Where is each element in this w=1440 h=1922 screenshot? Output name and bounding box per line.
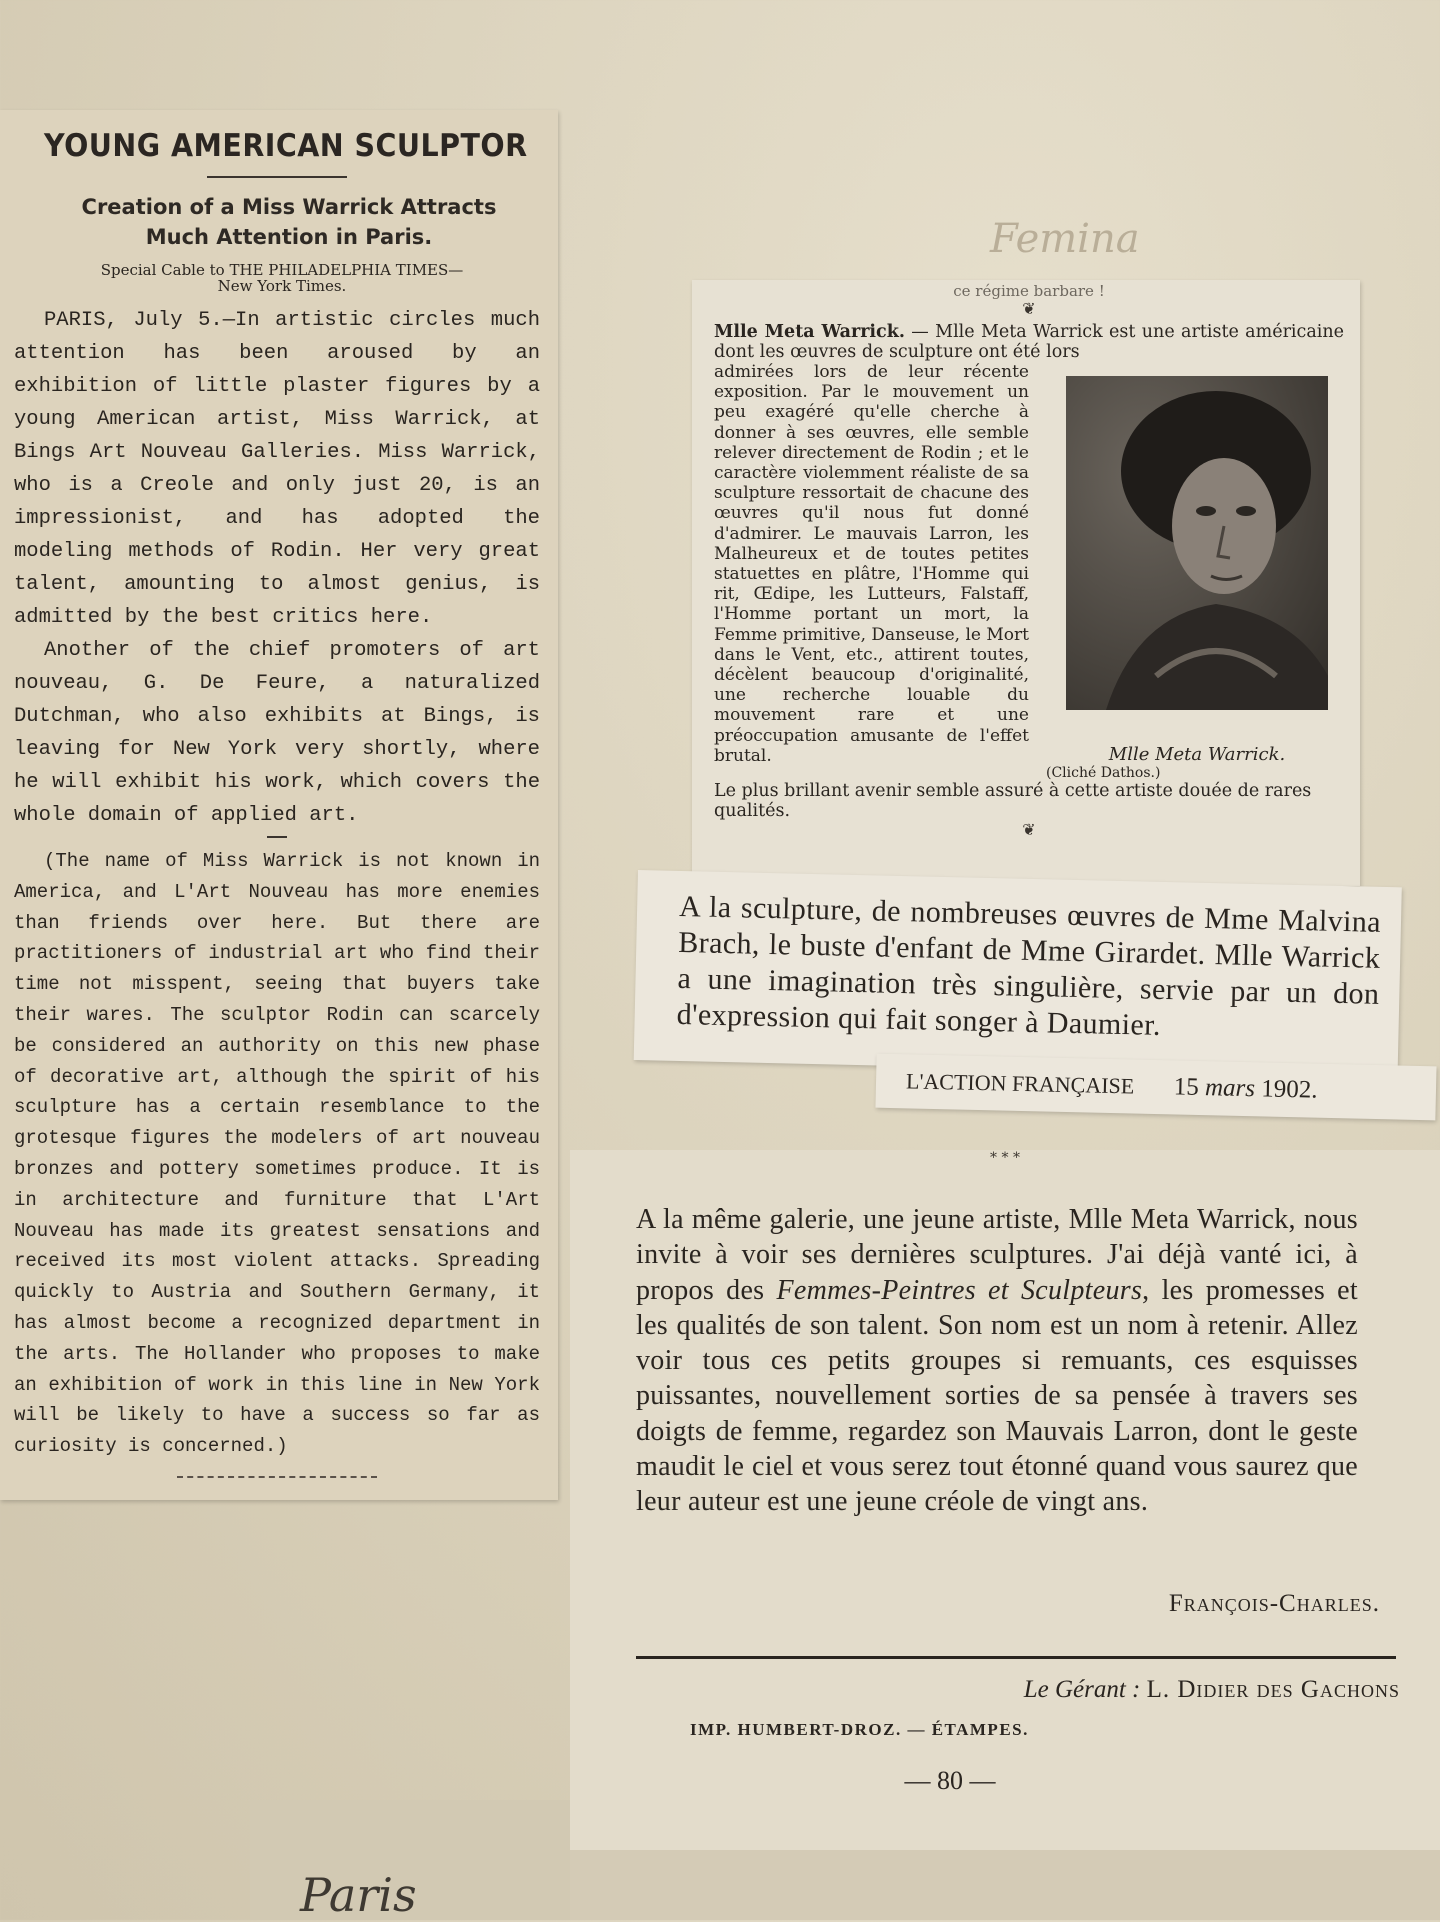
action-text: A la sculpture, de nombreuses œuvres de Mme Malvina Brach, le buste d'enfant de Mme Girardet. Mlle Warrick a une imagination très singulière, servie par un don d'expression qui fait songer à Daumier.: [676, 889, 1382, 1042]
page-number: — 80 —: [904, 1766, 996, 1795]
femina-lead: [714, 322, 1344, 362]
page-rule: [636, 1656, 1396, 1659]
printer-line: IMP. HUMBERT-DROZ. — ÉTAMPES.: [690, 1720, 1029, 1739]
source-name: L'ACTION FRANÇAISE: [905, 1068, 1135, 1099]
handwritten-femina-note: Femina: [990, 216, 1140, 262]
page-lower-area: [570, 1850, 1440, 1920]
ornament-icon: ❦: [1022, 299, 1036, 318]
printed-page-fragment: [570, 1150, 1440, 1920]
review-text: A la même galerie, une jeune artiste, Mlle Meta Warrick, nous invite à voir ses dernières sculptures. J'ai déjà vanté ici, à propos des Femmes-Peintres et Sculpteurs, les promesses et les qualités de son talent. Son nom est un nom à retenir. Allez voir tous ces petits groupes si remuants, ces esquisses puissantes, nouvellement sorties de sa pensée à travers ses doigts de femme, regardez son Mauvais Larron, dont le geste maudit le ciel et vous serez tout étonné quand vous saurez que leur auteur est une jeune créole de vingt ans.: [636, 1204, 1358, 1518]
femina-clipping: [692, 280, 1360, 886]
signature: François-Charles.: [1168, 1590, 1380, 1617]
article-paragraph-3: (The name of Miss Warrick is not known in America, and L'Art Nouveau has more enemies than friends over here. But there are practitioners of industrial art who find their time not misspent, seeing that buyers take their wares. The sculptor Rodin can scarcely be considered an authority on this new phase of decorative art, although the spirit of his sculpture has a certain resemblance to the grotesque figures the modelers of art nouveau bronzes and pottery sometimes produce. It is in architecture and furniture that L'Art Nouveau has made its greatest sensations and received its most violent attacks. Spreading quickly to Austria and Southern Germany, it has almost become a recognized department in the arts. The Hollander who proposes to make an exhibition of work in this line in New York will be likely to have a success so far as curiosity is concerned.): [14, 850, 540, 1458]
portrait-caption: Mlle Meta Warrick.: [1108, 744, 1286, 765]
femina-closing: Le plus brillant avenir semble assuré à cette artiste douée de rares qualités.: [714, 781, 1312, 821]
credit-line-2: New York Times.: [217, 277, 347, 295]
action-source-strip: [875, 1054, 1436, 1121]
article-paragraph-2: Another of the chief promoters of art nouveau, G. De Feure, a naturalized Dutchman, who also exhibits at Bings, is leaving for New York very shortly, where he will exhibit his work, which covers the whole domain of applied art.: [14, 639, 540, 827]
end-rule: [177, 1476, 377, 1478]
handwritten-bottom-note: Paris: [300, 1868, 417, 1922]
cable-credit: [24, 262, 540, 294]
clipping-subheading: [14, 192, 540, 252]
portrait-figure-icon: [1066, 376, 1328, 710]
lead-name: Mlle Meta Warrick.: [714, 322, 905, 342]
ornament-stars: * * *: [990, 1150, 1020, 1166]
title-rule: [207, 176, 347, 178]
section-rule: [267, 836, 287, 838]
left-newspaper-clipping: [0, 110, 558, 1500]
lead-text: — Mlle Meta Warrick est une artiste américaine dont les œuvres de sculpture ont été lors: [714, 322, 1344, 362]
source-date: 15 mars 1902.: [1173, 1073, 1318, 1104]
credit-line-1: Special Cable to THE PHILADELPHIA TIMES—: [100, 261, 464, 279]
portrait-block: [1046, 376, 1328, 781]
article-paragraph-1: PARIS, July 5.—In artistic circles much attention has been aroused by an exhibition of little plaster figures by a young American artist, Miss Warrick, at Bings Art Nouveau Galleries. Miss Warrick, who is a Creole and only just 20, is an impressionist, and has adopted the modeling methods of Rodin. Her very great talent, amounting to almost genius, is admitted by the best critics here.: [14, 309, 540, 629]
cut-top-line: ce régime barbare !: [953, 282, 1105, 300]
subheading-line-1: Creation of a Miss Warrick Attracts: [81, 195, 497, 219]
gerant-line: Le Gérant : L. Didier des Gachons: [1023, 1676, 1400, 1703]
subheading-line-2: Much Attention in Paris.: [145, 225, 433, 249]
femina-body: admirées lors de leur récente exposition. Par le mouvement un peu exagéré qu'elle cherche à donner à ses œuvres, elle semble relever directement de Rodin ; et le caractère violemment réaliste de sa sculpture ressortait de chacune des œuvres qu'il nous fut donné d'admirer. Le mauvais Larron, les Malheureux et de toutes petites statuettes en plâtre, l'Homme qui rit, Œdipe, les Lutteurs, Falstaff, l'Homme portant un mort, la Femme primitive, Danseuse, le Mort dans le Vent, etc., attirent toutes, décèlent beaucoup d'originalité, une recherche louable du mouvement rare et une préoccupation amusante de l'effet brutal.: [714, 362, 1029, 766]
clipping-title: YOUNG AMERICAN SCULPTOR: [44, 128, 528, 164]
ornament-bottom-icon: ❦: [1022, 820, 1036, 839]
photo-credit: (Cliché Dathos.): [1046, 765, 1161, 781]
portrait-photo: [1066, 376, 1328, 710]
action-francaise-clipping: [634, 870, 1402, 1077]
